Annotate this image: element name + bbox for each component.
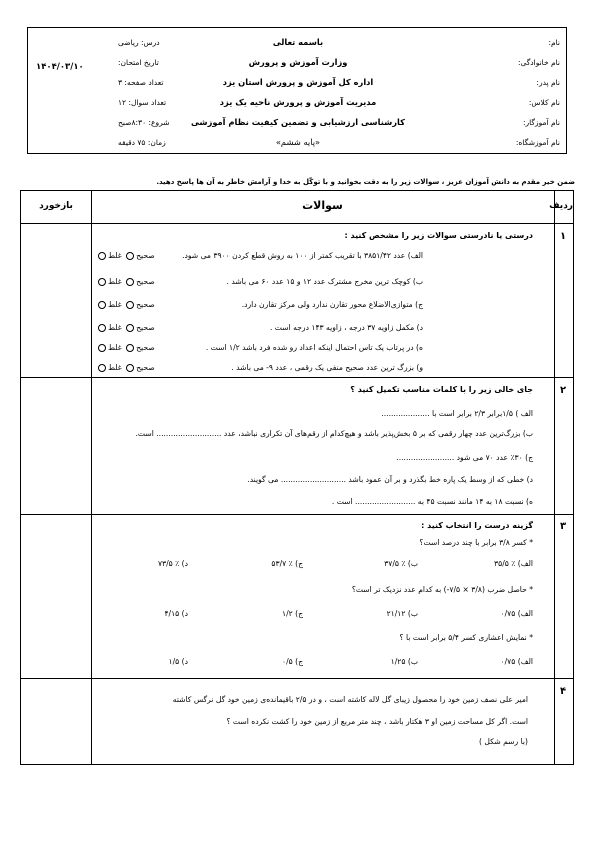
col-header-questions: سوالات (302, 199, 343, 212)
header-office: کارشناسی ارزشیابی و تضمین کیفیت نظام آموزشی (191, 117, 405, 127)
label-question-count: تعداد سوال: ۱۲ (118, 98, 167, 107)
questions-table (20, 190, 574, 765)
q2-title: جای خالی زیر را با کلمات مناسب تکمیل کنید ؟ (350, 385, 533, 394)
q2-item-a: الف ) ۱/۵برابر ۲/۳ برابر است با .................... (381, 409, 533, 418)
false-radio[interactable] (98, 278, 106, 286)
label-pages: تعداد صفحه: ۳ (118, 78, 164, 87)
label-teacher: نام آموزگار: (522, 118, 560, 127)
q1-item-b: ب) کوچک ترین مخرج مشترک عدد ۱۲ و ۱۵ عدد ۶۰ می باشد . (226, 277, 423, 286)
q3-part3-option-d[interactable]: د) ۱/۵ (168, 657, 188, 666)
true-radio[interactable] (126, 344, 134, 352)
exam-date-value: ۱۴۰۴/۰۳/۱۰ (36, 62, 84, 72)
q3-part3-option-a[interactable]: الف) ۰/۷۵ (500, 657, 533, 666)
q2-number: ۲ (559, 385, 567, 396)
q3-part1-option-c[interactable]: ج) ٪ ۵۳/۷ (271, 559, 303, 568)
q1-item-f: و) بزرگ ترین عدد صحیح منفی یک رقمی ، عدد ۹- می باشد . (231, 363, 423, 372)
q1-item-d: د) مکمل زاویه ۳۷ درجه ، زاویه ۱۴۳ درجه است . (269, 323, 423, 332)
q3-part1-option-b[interactable]: ب) ٪ ۳۷/۵ (384, 559, 418, 568)
label-duration: زمان: ۷۵ دقیقه (118, 138, 166, 147)
q1-options-d: صحیح غلط (96, 323, 155, 332)
q3-part3-option-c[interactable]: ج) ۰/۵ (282, 657, 303, 666)
q1-options-e: صحیح غلط (96, 343, 155, 352)
q1-options-c: صحیح غلط (96, 300, 155, 309)
true-radio[interactable] (126, 364, 134, 372)
label-name: نام: (548, 38, 560, 47)
q3-part1-question: * کسر ۳/۸ برابر با چند درصد است؟ (419, 538, 533, 547)
q4-line-2: است. اگر کل مساحت زمین او ۳ هکتار باشد ، چند متر مربع از زمین خود را کشت نکرده است ؟ (226, 717, 528, 726)
label-subject: درس: ریاضی (118, 38, 160, 47)
label-father: نام پدر: (536, 78, 560, 87)
exam-header (27, 27, 567, 154)
q2-item-e: ه) نسبت ۱۸ به ۱۴ مانند نسبت ۴۵ به ......................... است . (331, 497, 533, 506)
col-header-row: ردیف (549, 201, 573, 211)
q1-number: ۱ (559, 231, 567, 242)
q1-options-f: صحیح غلط (96, 363, 155, 372)
true-radio[interactable] (126, 324, 134, 332)
header-district: مدیریت آموزش و پرورش ناحیه یک یزد (219, 97, 377, 107)
header-bismillah: باسمه تعالی (272, 37, 324, 47)
q3-part2-option-c[interactable]: ج) ۱/۲ (282, 609, 303, 618)
q3-part3-option-b[interactable]: ب) ۱/۲۵ (390, 657, 418, 666)
header-province: اداره کل آموزش و پرورش استان یزد (222, 77, 374, 87)
q1-options-a: صحیح غلط (96, 251, 155, 260)
q2-divider (21, 514, 573, 515)
label-family: نام خانوادگی: (517, 58, 560, 67)
col-header-feedback: بازخورد (39, 201, 73, 211)
true-radio[interactable] (126, 278, 134, 286)
false-radio[interactable] (98, 252, 106, 260)
false-radio[interactable] (98, 364, 106, 372)
q3-part2-question: * حاصل ضرب (۳/۸ × ۷/۵-) به کدام عدد نزدیک تر است؟ (351, 585, 533, 594)
q3-part2-option-a[interactable]: الف) ۰/۷۵ (500, 609, 533, 618)
q1-item-e: ه) در پرتاب یک تاس احتمال اینکه اعداد رو شده فرد باشد ۱/۲ است . (205, 343, 423, 352)
false-radio[interactable] (98, 344, 106, 352)
q3-part2-option-d[interactable]: د) ۴/۱۵ (164, 609, 188, 618)
false-radio[interactable] (98, 324, 106, 332)
q4-line-3: (با رسم شکل ) (479, 737, 528, 746)
label-school: نام آموزشگاه: (515, 138, 560, 147)
q1-item-a: الف) عدد ۳۸۵۱/۴۲ با تقریب کمتر از ۱۰۰ به روش قطع کردن ۳۹۰۰ می شود. (182, 251, 423, 260)
q1-item-c: ج) متوازی‌الاضلاع محور تقارن ندارد ولی مرکز تقارن دارد. (241, 300, 423, 309)
label-exam-date: تاریخ امتحان: (118, 58, 159, 67)
header-grade: «پایه ششم» (275, 137, 321, 147)
q3-divider (21, 678, 573, 679)
true-radio[interactable] (126, 252, 134, 260)
q1-divider (21, 377, 573, 378)
q2-item-d: د) خطی که از وسط یک پاره خط بگذرد و بر آن عمود باشد ........................... می گویند. (247, 475, 533, 484)
false-radio[interactable] (98, 301, 106, 309)
q3-part2-option-b[interactable]: ب) ۲۱/۱۲ (386, 609, 418, 618)
label-class: نام کلاس: (528, 98, 560, 107)
q2-item-b: ب) بزرگ‌ترین عدد چهار رقمی که بر ۵ بخش‌پذیر باشد و هیچ‌کدام از رقم‌های آن تکراری نباشد، عدد ........................... است. (135, 429, 533, 438)
header-row-divider (21, 223, 573, 224)
true-radio[interactable] (126, 301, 134, 309)
q3-part1-option-d[interactable]: د) ٪ ۷۳/۵ (157, 559, 188, 568)
intro-text: ضمن خیر مقدم به دانش آموزان عزیز ، سوالات زیر را به دقت بخوانید و با توکّل به خدا و آرامش خاطر به آن ها پاسخ دهید. (156, 178, 575, 186)
q1-options-b: صحیح غلط (96, 277, 155, 286)
q3-number: ۳ (559, 521, 567, 532)
q1-title: درستی یا نادرستی سوالات زیر را مشخص کنید : (344, 231, 533, 240)
q4-line-1: امیر علی نصف زمین خود را محصول زیبای گل لاله کاشته است ، و در ۲/۵ باقیمانده‌ی زمین خود گل نرگس کاشته (172, 695, 528, 704)
q2-item-c: ج) ۳۰٪ عدد ۷۰ می شود ........................ (396, 453, 533, 462)
q3-title: گزینه درست را انتخاب کنید : (421, 521, 533, 530)
q3-part1-option-a[interactable]: الف) ٪ ۳۵/۵ (494, 559, 533, 568)
label-start: شروع: ۸:۳۰صبح (118, 118, 170, 127)
q3-part3-question: * نمایش اعشاری کسر ۵/۴ برابر است با ؟ (399, 633, 533, 642)
q4-number: ۴ (559, 686, 567, 697)
header-ministry: وزارت آموزش و پرورش (248, 57, 348, 67)
